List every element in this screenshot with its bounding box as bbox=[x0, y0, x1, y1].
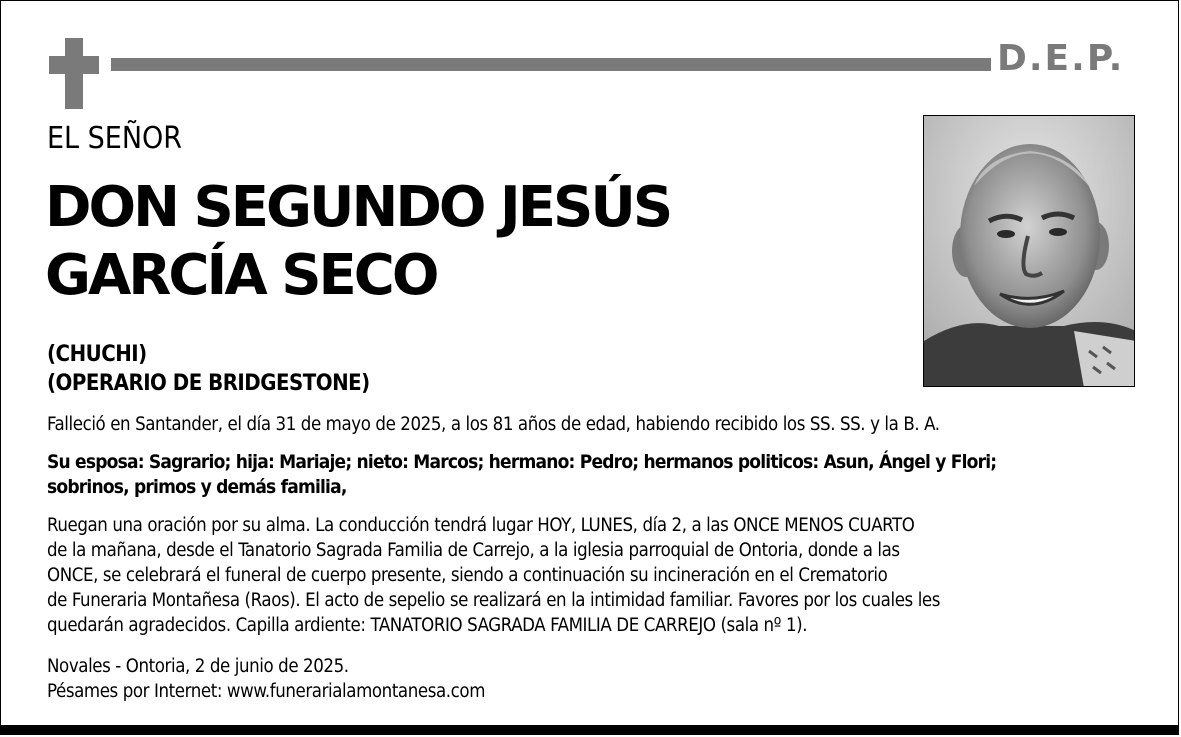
dep-mark: D.E.P. bbox=[997, 38, 1125, 79]
service-line: quedarán agradecidos. Capilla ardiente: TANATORIO SAGRADA FAMILIA DE CARREJO (sala nº 1). bbox=[47, 615, 808, 636]
service-line: de la mañana, desde el Tanatorio Sagrada Familia de Carrejo, a la iglesia parroquial de Ontoria, donde a las bbox=[47, 540, 900, 561]
title-prefix: EL SEÑOR bbox=[47, 121, 183, 156]
family-line: Su esposa: Sagrario; hija: Mariaje; nieto: Marcos; hermano: Pedro; hermanos politicos: Asun, Ángel y Flori; bbox=[47, 451, 997, 473]
deceased-name bbox=[45, 174, 865, 310]
service-line: ONCE, se celebrará el funeral de cuerpo presente, siendo a continuación su incineración en el Crematorio bbox=[47, 565, 888, 586]
portrait-illustration bbox=[924, 116, 1135, 387]
service-line: de Funeraria Montañesa (Raos). El acto de sepelio se realizará en la intimidad familiar. Favores por los cuales les bbox=[47, 590, 941, 611]
family-line: sobrinos, primos y demás familia, bbox=[47, 476, 347, 498]
closing-paragraph bbox=[47, 654, 1147, 704]
condolences-website: Pésames por Internet: www.funerarialamontanesa.com bbox=[47, 681, 486, 702]
nickname: (CHUCHI) bbox=[47, 342, 147, 367]
service-line: Ruegan una oración por su alma. La conducción tendrá lugar HOY, LUNES, día 2, a las ONCE MENOS CUARTO bbox=[47, 515, 915, 536]
deceased-name-line2: GARCÍA SECO bbox=[45, 243, 437, 308]
portrait-photo bbox=[923, 115, 1135, 387]
family-paragraph bbox=[47, 450, 1147, 500]
place-date: Novales - Ontoria, 2 de junio de 2025. bbox=[47, 656, 349, 677]
header-rule bbox=[111, 58, 991, 71]
bottom-border bbox=[1, 725, 1178, 734]
deceased-name-line1: DON SEGUNDO JESÚS bbox=[45, 175, 671, 240]
occupation: (OPERARIO DE BRIDGESTONE) bbox=[47, 371, 370, 396]
cross-icon-bar bbox=[49, 56, 99, 74]
death-paragraph: Falleció en Santander, el día 31 de mayo de 2025, a los 81 años de edad, habiendo recibido los SS. SS. y la B. A. bbox=[47, 414, 940, 435]
service-paragraph bbox=[47, 513, 1147, 638]
